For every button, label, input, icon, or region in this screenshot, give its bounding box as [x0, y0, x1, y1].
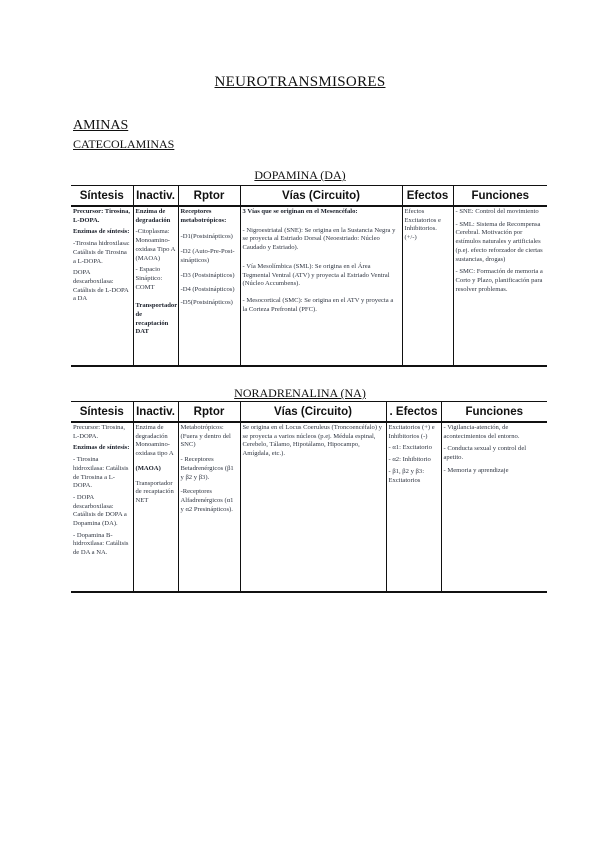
noradrenalina-body-row	[71, 422, 547, 592]
dopamina-inactiv-cell	[133, 206, 178, 366]
rptor-line: - Receptores Betadrenérgicos (β1 y β2 y β3).	[180, 456, 234, 481]
header-sintesis: Síntesis	[71, 186, 133, 207]
funciones-line: - Conducta sexual y control del apetito.	[443, 445, 527, 462]
inactiv-line: -Citoplasma: Monoamino-oxidasa Tipo A (MAOA)	[135, 228, 176, 262]
rptor-line: -D2 (Auto-Pre-Post-sinápticos)	[180, 248, 235, 264]
header-funciones: Funciones	[453, 186, 547, 207]
efectos-line: - α1: Excitatorio	[388, 444, 432, 452]
header-inactiv: Inactiv.	[133, 402, 178, 423]
sintesis-line: Enzimas de síntesis:	[73, 444, 130, 452]
header-vias: Vías (Circuito)	[240, 402, 386, 423]
inactiv-line: Enzima de degradación Monoamino-oxidasa tipo A	[135, 424, 174, 458]
header-efectos: Efectos	[402, 186, 453, 207]
header-rptor: Rptor	[178, 186, 240, 207]
noradrenalina-table	[71, 401, 547, 593]
efectos-line: Efectos Excitatorios e Inhibitorios. (+/-)	[404, 208, 441, 242]
inactiv-line: (MAOA)	[135, 464, 161, 472]
dopamina-funciones-cell	[453, 206, 547, 366]
efectos-line: - β1, β2 y β3: Excitatorios	[388, 467, 425, 484]
sintesis-line: Enzimas de síntesis:	[73, 228, 130, 236]
funciones-line: - SMC: Formación de memoria a Corto y Plazo, planificación para resolver problemas.	[455, 268, 543, 293]
efectos-line: - α2: Inhibitorio	[388, 456, 431, 464]
sintesis-line: Precursor: Tirosina, L-DOPA.	[73, 424, 126, 440]
inactiv-line: Transportador de recaptación DAT	[135, 302, 178, 336]
sintesis-line: - Dopamina B-hidroxilasa: Catálisis de DA a NA.	[73, 531, 129, 557]
rptor-line: -D5(Postsinápticos)	[180, 298, 233, 306]
dopamina-vias-cell	[240, 206, 402, 366]
section-heading: AMINAS	[73, 118, 129, 133]
subsection-heading: CATECOLAMINAS	[73, 137, 175, 151]
dopamina-body-row	[71, 206, 547, 366]
inactiv-line: Enzima de degradación	[135, 208, 171, 224]
dopamina-sintesis-cell	[71, 206, 133, 366]
header-vias: Vías (Circuito)	[240, 186, 402, 207]
noradrenalina-sintesis-cell	[71, 422, 133, 592]
noradrenalina-funciones-cell	[441, 422, 547, 592]
inactiv-line: - Espacio Sináptico: COMT	[135, 266, 163, 291]
rptor-line: Receptores metabotrópicos:	[180, 208, 227, 224]
rptor-line: -D4 (Postsinápticos)	[180, 286, 235, 294]
noradrenalina-header-row	[71, 402, 547, 423]
funciones-line: - SNE: Control del movimiento	[455, 208, 539, 215]
sintesis-line: - Tirosina hidroxilasa: Catálisis de Tirosina a L-DOPA.	[73, 456, 129, 490]
noradrenalina-rptor-cell	[178, 422, 240, 592]
noradrenalina-caption: NORADRENALINA (NA)	[234, 386, 366, 400]
sintesis-line: - DOPA descarboxilasa: Catálisis de DOPA a Dopamina (DA).	[73, 493, 127, 528]
header-rptor: Rptor	[178, 402, 240, 423]
funciones-line: - SML: Sistema de Recompensa Cerebral. Motivación por estímulos naturales y artificiales (p.ej. efecto reforzador de ciertas sustancias, drogas)	[455, 220, 543, 263]
sintesis-line: Precursor: Tirosina, L-DOPA.	[73, 208, 131, 224]
efectos-line: Excitatorios (+) e Inhibitorios (-)	[388, 424, 435, 440]
vias-line: - Mesocortical (SMC): Se origina en el ATV y proyecta a la Corteza Prefrontal (PFC).	[242, 296, 394, 313]
dopamina-header-row	[71, 186, 547, 207]
dopamina-rptor-cell	[178, 206, 240, 366]
rptor-line: Metabotrópicos: (Fuera y dentro del SNC)	[180, 424, 231, 449]
dopamina-caption: DOPAMINA (DA)	[254, 168, 346, 182]
header-funciones: Funciones	[441, 402, 547, 423]
inactiv-line: Transportador de recaptación NET	[135, 479, 174, 504]
noradrenalina-inactiv-cell	[133, 422, 178, 592]
page-title: NEUROTRANSMISORES	[214, 74, 386, 90]
header-inactiv: Inactiv.	[133, 186, 178, 207]
dopamina-table	[71, 185, 547, 367]
header-sintesis: Síntesis	[71, 402, 133, 423]
dopamina-efectos-cell	[402, 206, 453, 366]
header-efectos: . Efectos	[386, 402, 441, 423]
sintesis-line: DOPA descarboxilasa: Catálisis de L-DOPA a DA	[73, 269, 129, 303]
funciones-line: - Vigilancia-atención, de acontecimientos del entorno.	[443, 424, 520, 440]
rptor-line: -D3 (Postsinápticos)	[180, 271, 235, 279]
noradrenalina-vias-cell	[240, 422, 386, 592]
sintesis-line: -Tirosina hidroxilasa: Catálisis de Tirosina a L-DOPA.	[73, 240, 130, 265]
vias-line: 3 Vías que se originan en el Mesencéfalo:	[242, 208, 358, 215]
vias-line: Se origina en el Locus Coeruleus (Troncoencéfalo) y se proyecta a varios núcleos (p.ej. Médula espinal, Cerebelo, Tálamo, Hipotálamo, Hipocampo, Amígdala, etc.).	[242, 424, 382, 458]
vias-line: - Nigroestriatal (SNE): Se origina en la Sustancia Negra y se proyecta al Estriado Dorsal (Neoestriado: Núcleo Caudado y Estriado).	[242, 226, 396, 252]
rptor-line: -D1(Postsinápticos)	[180, 233, 233, 241]
vias-line: - Vía Mesolímbica (SML): Se origina en el Área Tegmental Ventral (ATV) y proyecta al Estriado Ventral (Núcleo Accumbens).	[242, 262, 390, 288]
funciones-line: - Memoria y aprendizaje	[443, 466, 509, 474]
rptor-line: -Receptores Alfadrenérgicos (α1 y α2 Presinápticos).	[180, 488, 234, 513]
noradrenalina-efectos-cell	[386, 422, 441, 592]
